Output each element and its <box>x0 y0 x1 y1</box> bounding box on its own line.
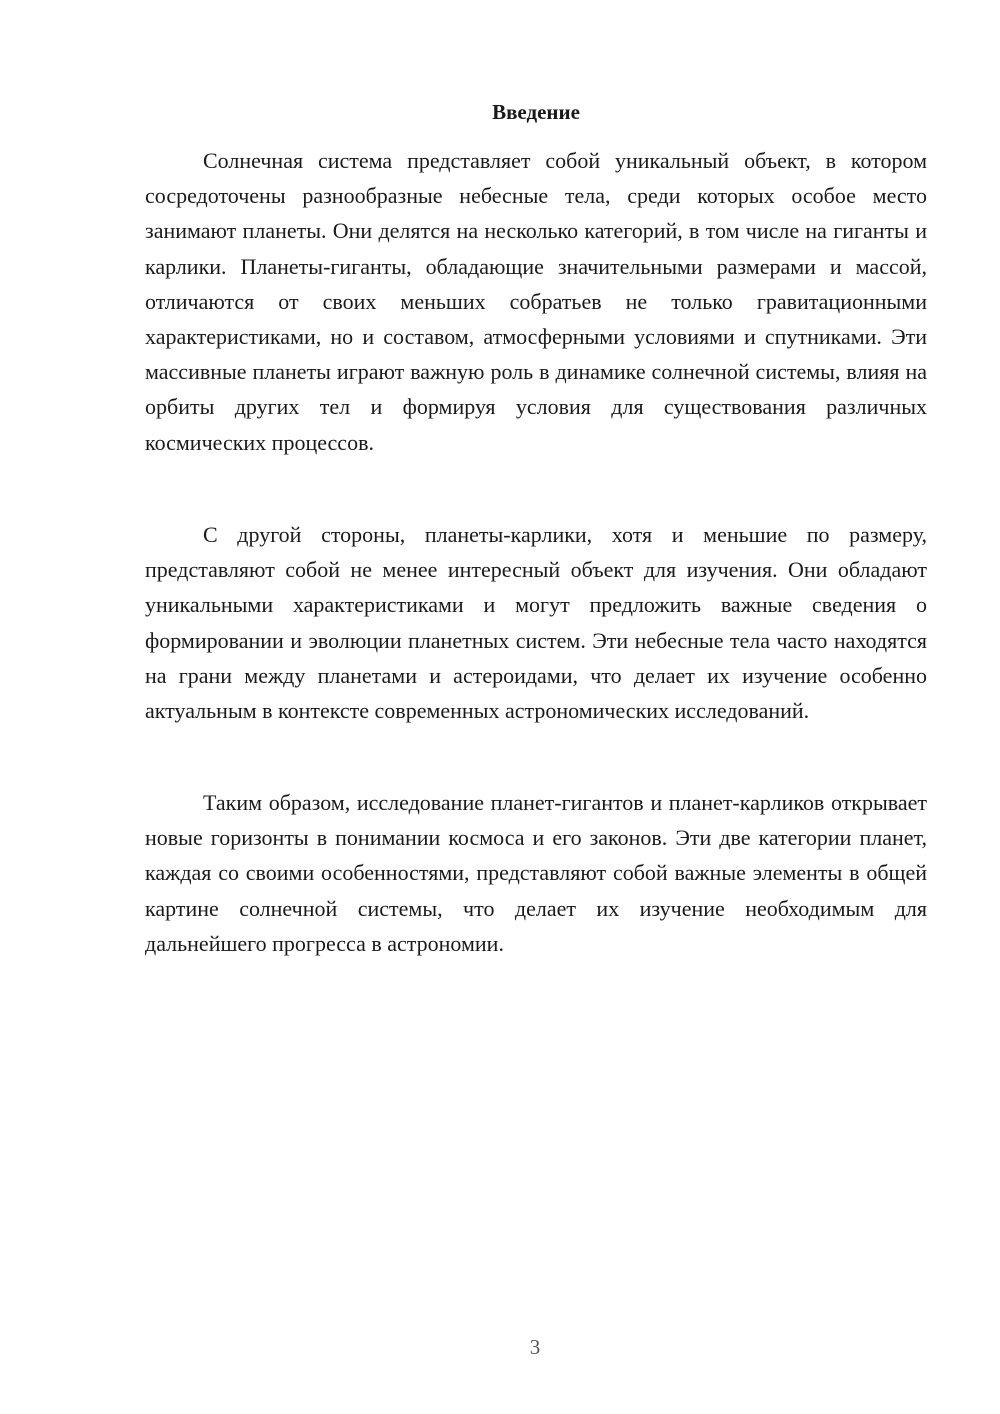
page-number: 3 <box>529 1335 541 1359</box>
paragraph-2: С другой стороны, планеты-карлики, хотя и меньшие по размеру, представляют собой не менее интересный объект для изучения. Они обладают уникальными характеристиками и могут предложить важные сведения о формировании и эволюции планетных систем. Эти небесные тела часто находятся на грани между планетами и астероидами, что делает их изучение особенно актуальным в контексте современных астрономических исследований. <box>145 522 927 724</box>
paragraph-3: Таким образом, исследование планет-гигантов и планет-карликов открывает новые горизонты в понимании космоса и его законов. Эти две категории планет, каждая со своими особенностями, представляют собой важные элементы в общей картине солнечной системы, что делает их изучение необходимым для дальнейшего прогресса в астрономии. <box>145 790 927 956</box>
paragraph-1: Солнечная система представляет собой уникальный объект, в котором сосредоточены разнообразные небесные тела, среди которых особое место занимают планеты. Они делятся на несколько категорий, в том числе на гиганты и карлики. Планеты-гиганты, обладающие значительными размерами и массой, отличаются от своих меньших собратьев не только гравитационными характеристиками, но и составом, атмосферными условиями и спутниками. Эти массивные планеты играют важную роль в динамике солнечной системы, влияя на орбиты других тел и формируя условия для существования различных космических процессов. <box>145 148 927 455</box>
section-heading: Введение <box>492 100 580 124</box>
